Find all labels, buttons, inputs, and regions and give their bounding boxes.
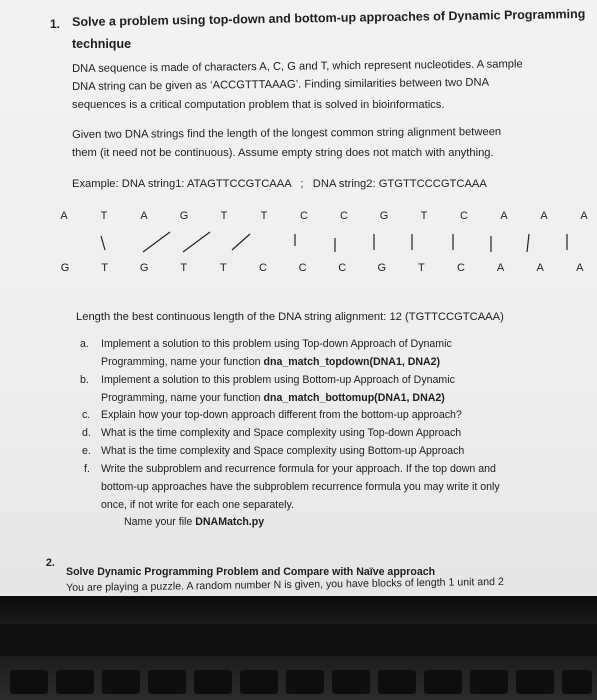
dna-string1-char-11: C: [460, 210, 468, 222]
keyboard-key: [332, 670, 370, 694]
dna-string1-char-5: T: [220, 210, 228, 222]
item-d-label: d.: [82, 427, 91, 439]
keyboard-key: [102, 670, 140, 694]
item-b-function-name: dna_match_bottomup(DNA1, DNA2): [263, 392, 445, 404]
item-c-label: c.: [82, 409, 91, 421]
question-1-number: 1.: [50, 17, 61, 31]
dna-string2-char-9: G: [377, 262, 387, 274]
para1-line2: DNA string can be given as ‘ACCGTTTAAAG’. Finding similarities between two DNA: [72, 76, 490, 93]
keyboard-key: [562, 670, 592, 694]
dna-string2-char-8: C: [338, 262, 347, 274]
dna-string1-char-4: G: [179, 210, 189, 222]
align-line-1: [101, 236, 105, 250]
question-2-title: Solve Dynamic Programming Problem and Compare with Naïve approach: [66, 566, 436, 578]
dna-string1-char-6: T: [260, 210, 268, 222]
file-name: DNAMatch.py: [195, 516, 265, 528]
keyboard-key: [56, 670, 94, 694]
item-f-line3: once, if not write for each one separately.: [101, 499, 294, 511]
question-1-title-line1: Solve a problem using top-down and bottom-up approaches of Dynamic Programming: [72, 6, 586, 29]
dna-string2-char-5: T: [220, 262, 227, 274]
dna-string2-row: [40, 262, 585, 278]
item-b-label: b.: [80, 374, 89, 386]
dna-string2-char-11: C: [457, 262, 465, 274]
alignment-lines: [0, 228, 597, 258]
dna-string2-char-14: A: [576, 262, 584, 274]
item-f-line1: Write the subproblem and recurrence formula for your approach. If the top down and: [101, 463, 496, 475]
keyboard-key: [378, 670, 416, 694]
dna-string1-char-2: T: [100, 210, 108, 222]
align-line-3: [183, 232, 210, 252]
dna-string1-char-1: A: [60, 210, 68, 222]
length-result-line: Length the best continuous length of the DNA string alignment: 12 (TGTTCCGTCAAA): [76, 311, 504, 323]
dna-string1-char-12: A: [500, 210, 508, 222]
example-line: Example: DNA string1: ATAGTTCCGTCAAA ; DNA string2: GTGTTCCCGTCAAA: [72, 178, 487, 190]
dna-string1-char-14: A: [580, 210, 588, 222]
question-2-line1: You are playing a puzzle. A random number N is given, you have blocks of length 1 unit and 2: [66, 575, 504, 594]
dna-string1-char-13: A: [540, 210, 548, 222]
item-a-line1: Implement a solution to this problem using Top-down Approach of Dynamic: [101, 338, 452, 350]
screen-edge: [0, 596, 597, 624]
item-b-line2: Programming, name your function dna_match_bottomup(DNA1, DNA2): [101, 392, 445, 404]
dna-string1-char-8: C: [340, 210, 348, 222]
question-2-number: 2.: [46, 557, 55, 569]
dna-string1-row: [40, 210, 588, 226]
dna-string2-char-4: T: [180, 262, 188, 274]
dna-string1-char-9: G: [379, 210, 389, 222]
dna-string2-char-3: G: [139, 262, 149, 274]
keyboard-key: [516, 670, 554, 694]
keyboard-key: [240, 670, 278, 694]
dna-string2-char-12: A: [496, 262, 505, 274]
question-1-title-line2: technique: [72, 37, 132, 51]
item-d-line1: What is the time complexity and Space complexity using Top-down Approach: [101, 427, 462, 439]
dna-string2-char-6: C: [259, 262, 267, 274]
item-a-label: a.: [80, 338, 89, 350]
keyboard-key: [424, 670, 462, 694]
align-line-4: [232, 234, 250, 250]
item-b-line1: Implement a solution to this problem using Bottom-up Approach of Dynamic: [101, 374, 455, 386]
dna-string2-char-2: T: [101, 262, 108, 274]
para1-line1: DNA sequence is made of characters A, C, G and T, which represent nucleotides. A sample: [72, 58, 523, 75]
para2-line2: them (it need not be continuous). Assume empty string does not match with anything.: [72, 147, 494, 159]
dna-string1-char-3: A: [140, 210, 148, 222]
dna-string1-char-7: C: [300, 210, 308, 222]
item-e-label: e.: [82, 445, 91, 457]
keyboard-key: [148, 670, 186, 694]
keyboard-key: [10, 670, 48, 694]
keyboard-key: [194, 670, 232, 694]
item-a-line2: Programming, name your function dna_match_topdown(DNA1, DNA2): [101, 356, 441, 368]
keyboard-key: [286, 670, 324, 694]
file-name-line: Name your file DNAMatch.py: [124, 516, 265, 528]
keyboard-key: [470, 670, 508, 694]
item-a-function-name: dna_match_topdown(DNA1, DNA2): [263, 356, 441, 368]
para1-line3: sequences is a critical computation problem that is solved in bioinformatics.: [72, 99, 445, 111]
dna-string1-char-10: T: [420, 210, 428, 222]
align-line-2: [143, 232, 170, 252]
dna-string2-char-13: A: [536, 262, 544, 274]
item-f-line2: bottom-up approaches have the subproblem recurrence formula you may write it only: [101, 481, 500, 493]
dna-string2-char-10: T: [418, 262, 425, 274]
item-f-label: f.: [84, 463, 90, 475]
dna-string2-char-7: C: [298, 262, 307, 274]
dna-string2-char-1: G: [60, 262, 70, 274]
para2-line1: Given two DNA strings find the length of the longest common string alignment between: [72, 126, 502, 141]
item-c-line1: Explain how your top-down approach different from the bottom-up approach?: [101, 409, 462, 421]
align-line-11: [527, 234, 529, 252]
laptop-bezel: [0, 596, 597, 700]
item-e-line1: What is the time complexity and Space complexity using Bottom-up Approach: [101, 445, 465, 457]
